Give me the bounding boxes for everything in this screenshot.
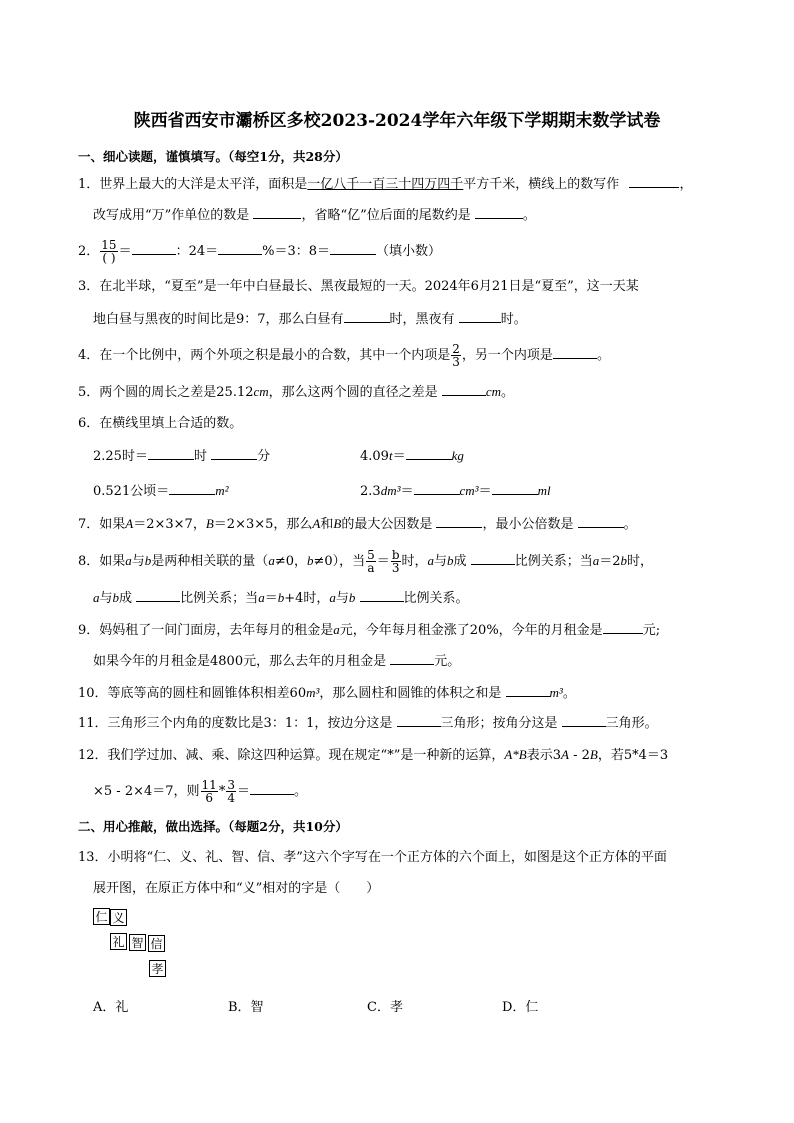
- answer-blank[interactable]: [148, 447, 194, 460]
- question-1: 1．世界上最大的大洋是太平洋，面积是一亿八千一百三十四万四千平方千米，横线上的数写作 ，: [78, 177, 693, 192]
- question-6: 6．在横线里填上合适的数。: [78, 416, 243, 431]
- net-face: 信: [148, 935, 165, 952]
- answer-blank[interactable]: [406, 447, 452, 460]
- question-7: 7．如果A＝2×3×7，B＝2×3×5，那么A和B的最大公因数是 ，最小公倍数是 。: [78, 516, 637, 532]
- question-4: 4．在一个比例中，两个外项之积是最小的合数，其中一个内项是 $\frac{2}{3}$ ，另一个内项是 。: [78, 342, 610, 369]
- answer-blank[interactable]: [344, 310, 390, 323]
- question-6-row2-left: 0.521公顷＝ m²: [93, 483, 229, 499]
- question-8-line2: a与b成 比例关系；当a＝b+4时，a与b 比例关系。: [93, 590, 469, 606]
- answer-blank[interactable]: [397, 714, 441, 727]
- answer-blank[interactable]: [250, 782, 294, 795]
- answer-blank[interactable]: [136, 589, 180, 602]
- answer-blank[interactable]: [211, 447, 257, 460]
- question-3-line2: 地白昼与黑夜的时间比是9：7，那么白昼有 时，黑夜有 时。: [93, 312, 527, 327]
- fraction: $\frac{11}{6}$: [201, 778, 217, 805]
- question-5: 5．两个圆的周长之差是25.12cm，那么这两个圆的直径之差是 cm。: [78, 384, 515, 400]
- answer-blank[interactable]: [506, 684, 550, 697]
- answer-blank[interactable]: [471, 552, 515, 565]
- net-face: 义: [110, 909, 127, 926]
- option-b[interactable]: B．智: [228, 1000, 264, 1015]
- question-9: 9．妈妈租了一间门面房，去年每月的租金是a元，今年每月租金涨了20%，今年的月租金是 元;: [78, 622, 661, 638]
- question-3: 3．在北半球，“夏至”是一年中白昼最长、黑夜最短的一天。2024年6月21日是“夏至”，这一天某: [78, 279, 639, 294]
- option-a[interactable]: A．礼: [93, 1000, 129, 1015]
- underlined-number-words: 一亿八千一百三十四万四千: [307, 177, 464, 192]
- answer-blank[interactable]: [360, 589, 404, 602]
- fraction: $\frac{15}{( )}$: [101, 238, 117, 265]
- question-9-line2: 如果今年的月租金是4800元，那么去年的月租金是 元。: [93, 654, 461, 669]
- question-8: 8．如果a与b是两种相关联的量（a≠0，b≠0），当 $\frac{5}{a}$ ＝ $\frac{b}{3}$ 时，a与b成 比例关系；当a＝2b时，: [78, 548, 653, 575]
- fraction: $\frac{b}{3}$: [391, 548, 400, 575]
- answer-blank[interactable]: [132, 242, 176, 255]
- answer-blank[interactable]: [459, 310, 501, 323]
- question-2: 2． $\frac{15}{( )}$ ＝ ：24＝ %＝3：8＝ （填小数）: [78, 238, 442, 265]
- answer-blank[interactable]: [414, 482, 460, 495]
- answer-blank[interactable]: [253, 206, 301, 219]
- option-c[interactable]: C．孝: [367, 1000, 403, 1015]
- answer-blank[interactable]: [169, 482, 215, 495]
- net-face: 仁: [93, 908, 110, 925]
- net-face: 智: [129, 934, 146, 951]
- question-6-row1-left: 2.25时＝ 时 分: [93, 449, 271, 464]
- answer-blank[interactable]: [578, 515, 624, 528]
- answer-blank[interactable]: [603, 621, 643, 634]
- question-12-line2: ×5 - 2×4＝7，则 $\frac{11}{6}$ * $\frac{3}{4}$ ＝ 。: [93, 778, 307, 805]
- net-face: 礼: [110, 933, 127, 950]
- question-12: 12．我们学过加、减、乘、除这四种运算。现在规定“*”是一种新的运算，A*B表示3A - 2B，若5*4＝3: [78, 747, 669, 763]
- fraction: $\frac{2}{3}$: [452, 342, 460, 369]
- answer-blank[interactable]: [390, 652, 434, 665]
- question-1-line2: 改写成用“万”作单位的数是 ，省略“亿”位后面的尾数约是 。: [93, 208, 536, 223]
- fraction: $\frac{5}{a}$: [367, 548, 375, 575]
- question-6-row2-right: 2.3dm³＝ cm³＝ ml: [360, 483, 551, 499]
- question-13: 13．小明将“仁、义、礼、智、信、孝”这六个字写在一个正方体的六个面上，如图是这个正方体的平面: [78, 850, 667, 865]
- answer-blank[interactable]: [562, 714, 606, 727]
- answer-blank[interactable]: [553, 346, 597, 359]
- section-2-heading: 二、用心推敲，做出选择。（每题2分，共10分）: [78, 819, 348, 834]
- option-d[interactable]: D．仁: [502, 1000, 539, 1015]
- answer-blank[interactable]: [436, 515, 482, 528]
- answer-blank[interactable]: [629, 175, 679, 188]
- question-11: 11．三角形三个内角的度数比是3：1：1，按边分这是 三角形；按角分这是 三角形。: [78, 716, 658, 731]
- fraction: $\frac{3}{4}$: [227, 778, 235, 805]
- answer-blank[interactable]: [442, 383, 486, 396]
- question-10: 10．等底等高的圆柱和圆锥体积相差60m³，那么圆柱和圆锥的体积之和是 m³。: [78, 685, 576, 701]
- answer-blank[interactable]: [492, 482, 538, 495]
- answer-blank[interactable]: [218, 242, 262, 255]
- question-6-row1-right: 4.09t＝ kg: [360, 448, 464, 464]
- question-13-line2: 展开图，在原正方体中和“义”相对的字是（ ）: [93, 881, 380, 896]
- page-title: 陕西省西安市灞桥区多校2023-2024学年六年级下学期期末数学试卷: [133, 111, 661, 131]
- answer-blank[interactable]: [330, 242, 376, 255]
- answer-blank[interactable]: [475, 206, 523, 219]
- net-face: 孝: [149, 960, 166, 977]
- section-1-heading: 一、细心读题，谨慎填写。（每空1分，共28分）: [78, 149, 348, 164]
